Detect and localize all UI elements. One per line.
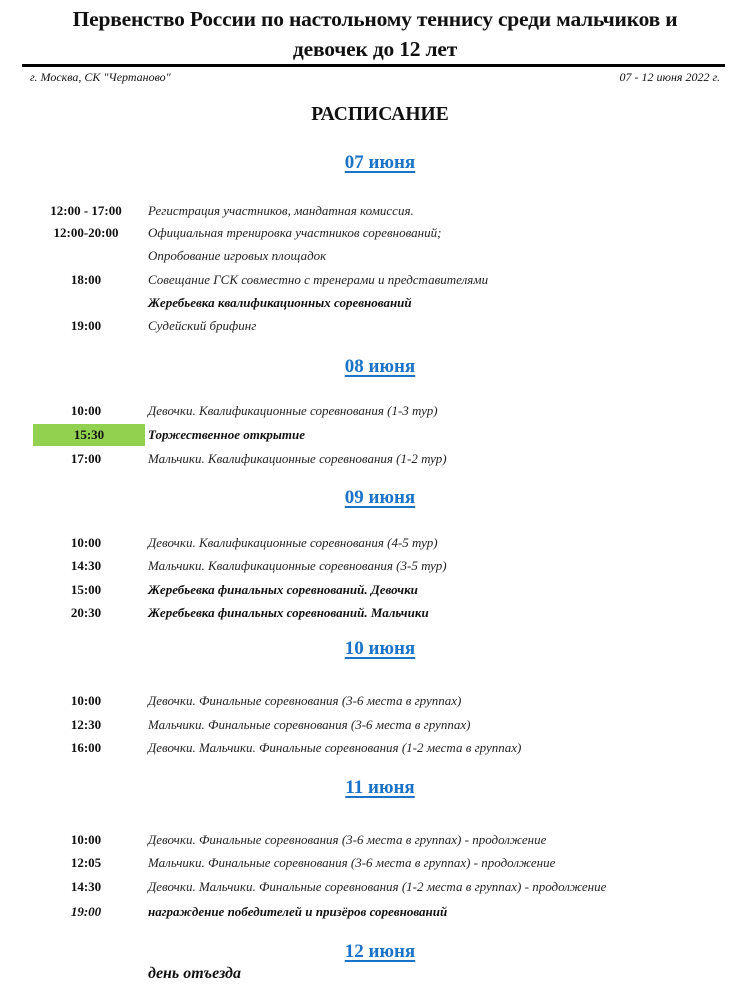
schedule-row: [30, 245, 730, 267]
row-event: Официальная тренировка участников соревнований;: [148, 225, 442, 240]
schedule-row: [30, 829, 730, 851]
row-time: 10:00: [70, 832, 102, 847]
row-time: 14:30: [70, 879, 102, 894]
schedule-row: [30, 690, 730, 712]
schedule-row-highlighted: [30, 424, 730, 446]
row-event: Девочки. Мальчики. Финальные соревнования (1-2 места в группах): [148, 740, 522, 755]
schedule-row: [30, 400, 730, 422]
schedule-row: [30, 315, 730, 337]
schedule-heading: РАСПИСАНИЕ: [311, 104, 449, 125]
schedule-row: [30, 876, 730, 898]
day-heading-12: 12 июня: [344, 941, 416, 962]
day-heading-11: 11 июня: [345, 777, 415, 798]
schedule-row: [30, 222, 730, 244]
row-event: Совещание ГСК совместно с тренерами и представителями: [148, 272, 489, 287]
row-event: награждение победителей и призёров соревнований: [148, 904, 448, 919]
row-event: Опробование игровых площадок: [148, 248, 327, 263]
schedule-row: [30, 602, 730, 624]
row-time: 12:00-20:00: [53, 225, 119, 240]
row-time: 19:00: [70, 318, 102, 333]
event-dates: 07 - 12 июня 2022 г.: [619, 70, 720, 84]
row-event: Девочки. Финальные соревнования (3-6 места в группах): [148, 693, 462, 708]
row-event: Мальчики. Квалификационные соревнования (3-5 тур): [148, 558, 447, 573]
day-heading-10: 10 июня: [344, 638, 416, 659]
row-time: 20:30: [70, 605, 102, 620]
row-time: 12:00 - 17:00: [50, 203, 122, 218]
row-time: 10:00: [70, 693, 102, 708]
row-time: 15:00: [70, 582, 102, 597]
row-event: Мальчики. Квалификационные соревнования (1-2 тур): [148, 451, 447, 466]
schedule-row: [30, 852, 730, 874]
schedule-row: [30, 714, 730, 736]
schedule-row: [30, 269, 730, 291]
schedule-row: [30, 737, 730, 759]
row-event: Жеребьевка финальных соревнований. Мальчики: [148, 605, 429, 620]
row-time: 17:00: [70, 451, 102, 466]
day-heading-09: 09 июня: [344, 487, 416, 508]
header-divider: [22, 64, 725, 67]
row-time: 12:30: [70, 717, 102, 732]
row-event: Судейский брифинг: [148, 318, 257, 333]
row-event: Жеребьевка квалификационных соревнований: [148, 295, 412, 310]
schedule-row: [30, 200, 730, 222]
row-time: 16:00: [70, 740, 102, 755]
schedule-row: [30, 555, 730, 577]
day-heading-07: 07 июня: [344, 152, 416, 173]
schedule-row: [30, 532, 730, 554]
row-event: Жеребьевка финальных соревнований. Девочки: [148, 582, 418, 597]
row-time: 19:00: [70, 904, 102, 919]
row-time: 12:05: [70, 855, 102, 870]
row-time-highlighted: 15:30: [33, 424, 145, 446]
row-event: Девочки. Мальчики. Финальные соревнования (1-2 места в группах) - продолжение: [148, 879, 607, 894]
row-event: Девочки. Финальные соревнования (3-6 места в группах) - продолжение: [148, 832, 547, 847]
row-event: Девочки. Квалификационные соревнования (1-3 тур): [148, 403, 438, 418]
schedule-row: [30, 901, 730, 923]
schedule-row: [30, 448, 730, 470]
row-time: [30, 245, 142, 267]
document-title: [0, 4, 750, 64]
day-heading-08: 08 июня: [344, 356, 416, 377]
row-time: 18:00: [70, 272, 102, 287]
row-time: 10:00: [70, 403, 102, 418]
row-event: Мальчики. Финальные соревнования (3-6 места в группах): [148, 717, 471, 732]
row-event: Регистрация участников, мандатная комиссия.: [148, 203, 414, 218]
row-time: 14:30: [70, 558, 102, 573]
row-time: [30, 292, 142, 314]
row-event: Торжественное открытие: [148, 427, 306, 442]
row-event: Девочки. Квалификационные соревнования (4-5 тур): [148, 535, 438, 550]
schedule-row: [30, 292, 730, 314]
row-event: Мальчики. Финальные соревнования (3-6 места в группах) - продолжение: [148, 855, 556, 870]
row-time: 10:00: [70, 535, 102, 550]
schedule-row: [30, 579, 730, 601]
title-line-1: Первенство России по настольному теннису среди мальчиков и: [72, 7, 678, 31]
venue-location: г. Москва, СК "Чертаново": [30, 70, 171, 84]
departure-note: день отъезда: [148, 965, 241, 982]
title-line-2: девочек до 12 лет: [292, 37, 458, 61]
